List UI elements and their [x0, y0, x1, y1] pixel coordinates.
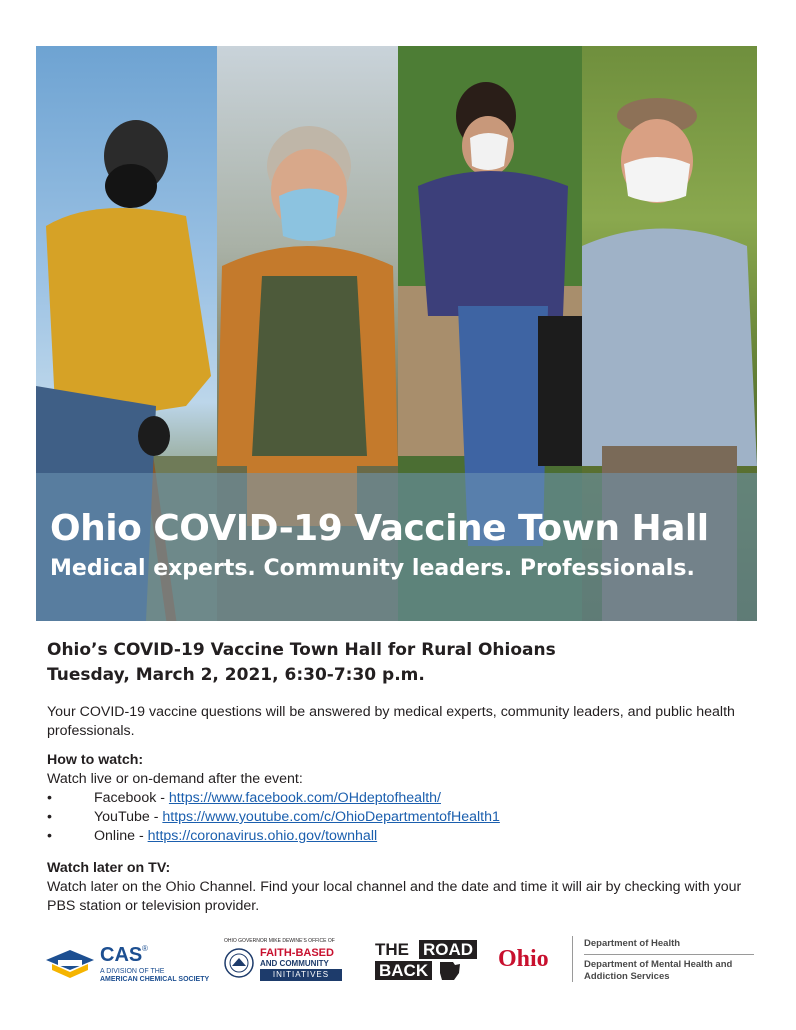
- youtube-label: YouTube -: [94, 809, 163, 825]
- cas-name: CAS: [100, 944, 143, 966]
- online-label: Online -: [94, 828, 148, 844]
- cas-registered: ®: [142, 944, 148, 953]
- road-line3: BACK: [375, 961, 432, 980]
- tv-heading: Watch later on TV:: [47, 860, 171, 876]
- cas-line2: AMERICAN CHEMICAL SOCIETY: [100, 976, 210, 983]
- facebook-link[interactable]: https://www.facebook.com/OHdeptofhealth/: [168, 790, 441, 806]
- divider: [572, 936, 573, 982]
- bullet: •: [47, 828, 52, 844]
- divider: [584, 954, 754, 955]
- youtube-link[interactable]: https://www.youtube.com/c/OhioDepartmentofHealth1: [162, 809, 500, 825]
- road-back-logo: [375, 940, 485, 980]
- how-to-watch-lead: Watch live or on-demand after the event:: [47, 771, 303, 787]
- faith-based-logo: [224, 938, 346, 984]
- faith-line2: AND COMMUNITY: [260, 959, 329, 968]
- faith-line3: INITIATIVES: [260, 969, 342, 981]
- ohio-wordmark: Ohio: [498, 946, 549, 972]
- event-heading: Ohio’s COVID-19 Vaccine Town Hall for Rural Ohioans: [47, 640, 556, 660]
- logo-strip: [0, 930, 796, 990]
- facebook-label: Facebook -: [94, 790, 169, 806]
- cas-line1: A DIVISION OF THE: [100, 968, 165, 975]
- cas-logo: [44, 944, 214, 988]
- page-subtitle: Medical experts. Community leaders. Professionals.: [50, 556, 695, 581]
- road-line2: ROAD: [419, 940, 477, 959]
- dept-mental-health-line1: Department of Mental Health and: [584, 959, 733, 970]
- tv-paragraph: Watch later on the Ohio Channel. Find your local channel and the date and time it will air by checking with your PBS station or television provider.: [47, 879, 742, 914]
- dept-mental-health-line2: Addiction Services: [584, 971, 670, 982]
- dept-health: Department of Health: [584, 938, 681, 949]
- road-line1: THE: [375, 940, 409, 959]
- bullet: •: [47, 809, 52, 825]
- ohio-departments-logo: [498, 934, 768, 986]
- online-link[interactable]: https://coronavirus.ohio.gov/townhall: [147, 828, 378, 844]
- hero-banner: [36, 46, 757, 621]
- how-to-watch-heading: How to watch:: [47, 752, 144, 768]
- bullet: •: [47, 790, 52, 806]
- ohio-state-icon: [439, 961, 461, 981]
- faith-top-line: OHIO GOVERNOR MIKE DEWINE’S OFFICE OF: [224, 938, 335, 944]
- intro-paragraph: Your COVID-19 vaccine questions will be answered by medical experts, community leaders, and public health professionals.: [47, 704, 735, 739]
- cas-mark-icon: [44, 946, 96, 982]
- faith-line1: FAITH-BASED: [260, 947, 334, 959]
- page-title: Ohio COVID-19 Vaccine Town Hall: [50, 508, 709, 549]
- ohio-seal-icon: [224, 948, 254, 978]
- event-datetime: Tuesday, March 2, 2021, 6:30-7:30 p.m.: [47, 665, 425, 685]
